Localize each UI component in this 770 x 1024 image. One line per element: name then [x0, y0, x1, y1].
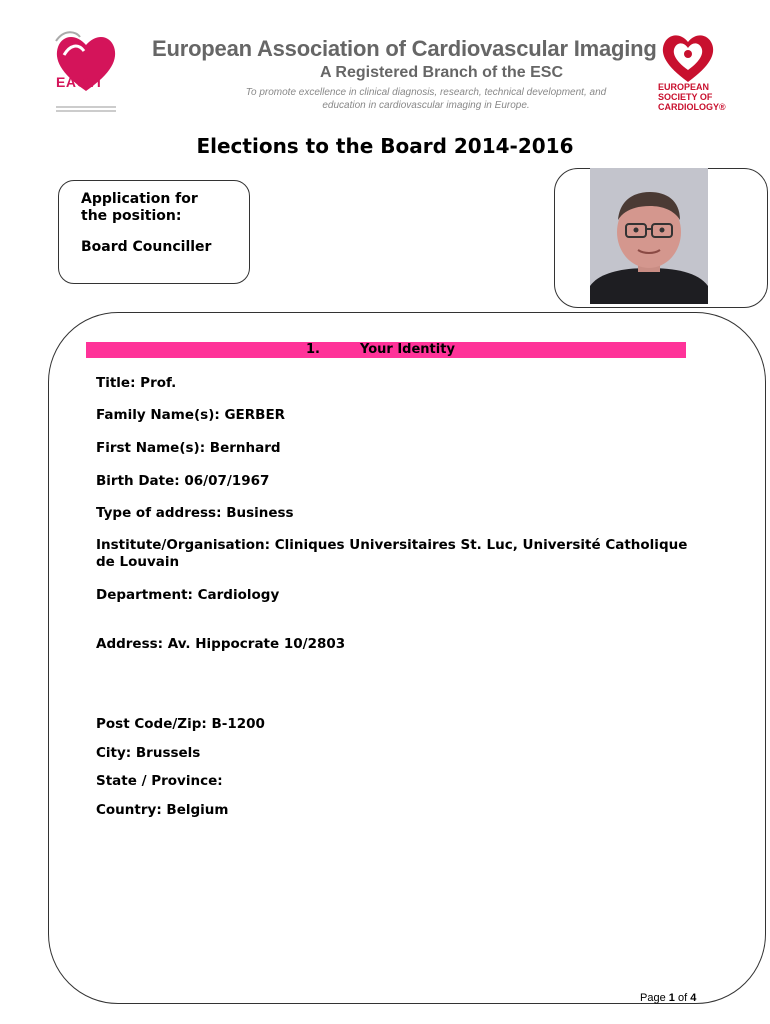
field-city: City: Brussels: [96, 745, 201, 761]
esc-line-1: EUROPEAN: [658, 82, 710, 92]
organization-mission: To promote excellence in clinical diagnosis, research, technical development, and education in cardiovascular imaging in Europe.: [245, 87, 607, 111]
esc-line-2: SOCIETY OF: [658, 92, 713, 102]
document-title: Elections to the Board 2014-2016: [196, 134, 574, 158]
page-current: 1: [668, 992, 675, 1004]
field-first-name: First Name(s): Bernhard: [96, 440, 281, 456]
field-address: Address: Av. Hippocrate 10/2803: [96, 636, 346, 652]
esc-heart-logo: [658, 30, 718, 86]
field-address-type: Type of address: Business: [96, 505, 294, 521]
page-total: 4: [690, 992, 697, 1004]
field-department: Department: Cardiology: [96, 587, 280, 603]
field-title: Title: Prof.: [96, 375, 177, 391]
application-line-1: Application for: [81, 191, 198, 207]
field-post-code: Post Code/Zip: B-1200: [96, 716, 265, 732]
person-portrait-icon: [590, 168, 708, 304]
field-birth-date: Birth Date: 06/07/1967: [96, 473, 270, 489]
organization-title: European Association of Cardiovascular Imaging: [152, 36, 657, 61]
field-state: State / Province:: [96, 773, 223, 789]
application-position: Board Counciller: [81, 239, 212, 255]
field-country: Country: Belgium: [96, 802, 229, 818]
page-word: Page: [640, 992, 666, 1004]
of-word: of: [677, 992, 688, 1004]
field-family-name: Family Name(s): GERBER: [96, 407, 286, 423]
application-line-2: the position:: [81, 208, 182, 224]
section-title: Your Identity: [360, 342, 455, 357]
esc-line-3: CARDIOLOGY®: [658, 102, 726, 112]
eacvi-abbreviation: EACVI: [56, 74, 102, 90]
section-number: 1.: [306, 342, 320, 357]
field-institute: Institute/Organisation: Cliniques Universitaires St. Luc, Université Catholique de Louvain: [96, 537, 688, 570]
organization-subtitle: A Registered Branch of the ESC: [320, 64, 564, 81]
page-number: [640, 992, 696, 1004]
candidate-photo: [590, 168, 708, 304]
esc-name: [658, 82, 726, 112]
eacvi-heart-logo: [50, 25, 122, 117]
